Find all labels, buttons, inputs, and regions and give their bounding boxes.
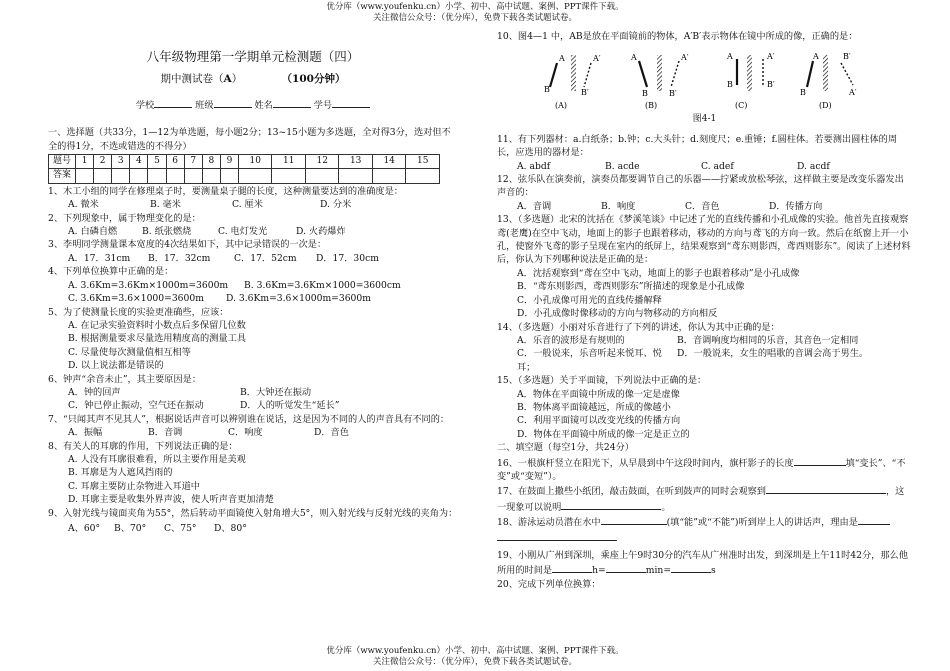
caption-c: (C) xyxy=(735,101,748,111)
option-c[interactable]: C. 3.6Km=3.6×1000=3600m xyxy=(68,293,204,305)
question-number-cell: 10 xyxy=(238,155,271,169)
label-b: B xyxy=(800,88,806,98)
name-label: 姓名 xyxy=(254,99,273,111)
option-d[interactable]: D. 分米 xyxy=(320,199,352,211)
header-line-1: 优分库（www.youfenku.cn）小学、初中、高中试题、案例、PPT课件下载。 xyxy=(326,2,624,12)
q19-text-d: s xyxy=(711,565,716,577)
q17-blank-1[interactable] xyxy=(766,483,886,494)
label-a-prime: A′ xyxy=(849,88,857,98)
option-c[interactable]: C．钟已停止振动，空气还在振动 xyxy=(68,400,204,412)
question-text: 3、李明同学测量课本宽度的4次结果如下，其中记录错误的一次是： xyxy=(48,239,327,251)
image-ab xyxy=(584,63,591,87)
diagram-c[interactable] xyxy=(726,52,775,110)
option-d[interactable]: D．17．30cm xyxy=(316,252,379,264)
option-c[interactable]: C．小孔成像可用光的直线传播解释 xyxy=(517,294,662,306)
question-number-cell: 15 xyxy=(406,155,440,169)
id-blank[interactable] xyxy=(332,97,370,108)
header-line-2: 关注微信公众号：（优分库），免费下载各类试题试卷。 xyxy=(372,13,577,23)
option-a[interactable]: A. 白磷自燃 xyxy=(68,226,118,238)
page-footer xyxy=(0,646,950,668)
option-c[interactable]: C. 尽量使每次测量值相互相等 xyxy=(68,346,191,358)
question-number-cell: 14 xyxy=(372,155,405,169)
answer-table-number-row xyxy=(49,155,440,169)
question-number-cell: 7 xyxy=(184,155,202,169)
question-text: 11、有下列器材：a.白纸条；b.钟；c.大头针；d.刻度尺；e.重锤；f.圆柱体。若要测出圆柱体的周长，应选用的器材是： xyxy=(497,133,898,159)
name-blank[interactable] xyxy=(273,97,311,108)
question-2 xyxy=(48,212,458,239)
question-number-cell: 13 xyxy=(339,155,372,169)
image-ab xyxy=(841,63,853,85)
q17-blank-2[interactable] xyxy=(561,499,661,510)
q18-blank-1[interactable] xyxy=(601,514,667,525)
label-b: B xyxy=(727,80,733,90)
subtitle-part-a: 期中测试卷（ xyxy=(160,73,224,86)
question-6 xyxy=(48,373,458,413)
option-a[interactable]: A．17．31cm xyxy=(68,252,131,264)
option-b[interactable]: B．音调 xyxy=(148,427,183,439)
option-a[interactable]: A．钟的回声 xyxy=(68,386,121,398)
subtitle-part-c: ） xyxy=(231,73,243,86)
exam-title: 八年级物理第一学期单元检测题（四） xyxy=(146,49,360,64)
answer-cell[interactable] xyxy=(238,169,271,183)
option-b[interactable]: B．音调响度均相同的乐音，其音色一定相同 xyxy=(677,334,859,346)
answer-cell[interactable] xyxy=(272,169,305,183)
left-column xyxy=(48,30,458,535)
option-b[interactable]: B. 根据测量要求尽量选用精度高的测量工具 xyxy=(68,333,246,345)
question-16 xyxy=(497,455,912,484)
answer-cell[interactable] xyxy=(94,169,112,183)
label-a-prime: A′ xyxy=(767,52,775,62)
answer-cell[interactable] xyxy=(202,169,220,183)
q19-text-a: 19、小刚从广州到深圳，乘座上午9时30分的汽车从广州准时出发，到深圳是上午11时42分，那么他所用的时间是 xyxy=(497,550,908,577)
question-text: 15、（多选题）关于平面镜，下列说法中正确的是： xyxy=(497,375,707,387)
answer-cell[interactable] xyxy=(166,169,184,183)
mirror xyxy=(571,55,576,91)
question-text: 12、弦乐队在演奏前，演奏员都要调节自己的乐器——拧紧或放松琴弦，这样做主要是改变乐器发出声音的： xyxy=(497,174,904,199)
label-b: B xyxy=(544,85,550,95)
question-number-cell: 2 xyxy=(94,155,112,169)
question-number-cell: 9 xyxy=(220,155,238,169)
question-text: 5、为了使测量长度的实验更准确些，应该： xyxy=(48,306,229,318)
question-4 xyxy=(48,265,458,305)
caption-b: (B) xyxy=(645,101,658,111)
question-number-cell: 1 xyxy=(76,155,94,169)
question-8 xyxy=(48,440,458,507)
answer-cell[interactable] xyxy=(220,169,238,183)
question-text: 4、下列单位换算中正确的是： xyxy=(48,266,174,278)
question-text: 14、（多选题）小丽对乐音进行了下列的讲述，你认为其中正确的是： xyxy=(497,321,780,333)
option-b[interactable]: B．物体离平面镜越远，所成的像越小 xyxy=(517,401,671,413)
q17-text-b: ，这一现象可以说明 xyxy=(497,486,905,513)
q17-text-c: 。 xyxy=(661,501,671,513)
option-b[interactable]: B．大钟还在振动 xyxy=(240,386,312,398)
option-d[interactable]: D．一般说来，女生的唱歌的音调会高于男生。 xyxy=(677,348,869,360)
option-c[interactable]: C. 厘米 xyxy=(232,199,263,211)
option-a[interactable]: A．音调 xyxy=(517,200,552,212)
option-c[interactable]: C. 耳廓主要防止杂物进入耳道中 xyxy=(68,480,200,492)
right-column xyxy=(497,30,912,591)
option-d[interactable]: D．音色 xyxy=(314,427,349,439)
q17-text-a: 17、在鼓面上撒些小纸团，敲击鼓面，在听到鼓声的同时会观察到 xyxy=(497,486,766,498)
question-number-cell: 4 xyxy=(130,155,148,169)
mirror xyxy=(657,55,662,91)
footer-line-1: 优分库（www.youfenku.cn）小学、初中、高中试题、案例、PPT课件下载。 xyxy=(326,646,624,656)
option-d[interactable]: D．人的听觉发生“延长” xyxy=(240,400,340,412)
q19-blank-3[interactable] xyxy=(671,562,711,573)
answer-table-row-label: 答案 xyxy=(49,169,76,183)
q19-blank-1[interactable] xyxy=(552,562,592,573)
caption-a: (A) xyxy=(555,101,568,111)
subtitle-version: A xyxy=(223,73,232,86)
q18-text-a: 18、游泳运动员潜在水中 xyxy=(497,517,601,529)
option-c[interactable]: C．音色 xyxy=(685,200,720,212)
answer-cell[interactable] xyxy=(148,169,166,183)
q19-blank-2[interactable] xyxy=(606,562,646,573)
exam-subtitle xyxy=(48,73,458,86)
answer-cell[interactable] xyxy=(76,169,94,183)
option-d[interactable]: D．传播方向 xyxy=(769,200,823,212)
question-number-cell: 11 xyxy=(272,155,305,169)
label-a: A xyxy=(727,52,733,62)
question-text: 2、下列现象中，属于物理变化的是： xyxy=(48,212,201,224)
image-ab xyxy=(671,61,679,87)
question-text: 6、钟声“余音未止”，其主要原因是： xyxy=(48,373,202,385)
q18-blank-2[interactable] xyxy=(858,514,890,525)
option-d[interactable]: D. 火药爆炸 xyxy=(296,226,346,238)
footer-line-2: 关注微信公众号：（优分库），免费下载各类试题试卷。 xyxy=(372,657,577,667)
option-c[interactable]: C．利用平面镜可以改变光线的传播方向 xyxy=(517,415,681,427)
question-text: 13、（多选题）北宋的沈括在《梦溪笔谈》中记述了光的直线传播和小孔成像的实验。他首先直接观察鸢(老鹰)在空中飞动，地面上的影子也跟着移动，移动的方向与鸢飞的方向一致。然后在纸窗上开一小孔，使窗外飞鸢的影子呈现在室内的纸屏上，结果观察到“鸢东则影西，鸢西则影东”。阅读了上述材料后，你认为下列哪种说法是正确的是： xyxy=(497,214,911,266)
option-b[interactable]: B. 3.6Km=3.6Km×1000=3600cm xyxy=(244,279,401,291)
id-label: 学号 xyxy=(313,99,333,111)
label-b-prime: B′ xyxy=(843,52,851,62)
answer-cell[interactable] xyxy=(184,169,202,183)
option-d[interactable]: D、80° xyxy=(214,523,247,534)
option-d[interactable]: D. 3.6Km=3.6×1000m=3600m xyxy=(226,293,371,305)
question-19 xyxy=(497,549,912,578)
question-text: 1、木工小组的同学在修理桌子时，要测量桌子腿的长度，这种测量要达到的准确度是： xyxy=(48,185,403,197)
option-b[interactable]: B. 毫米 xyxy=(150,199,181,211)
option-b[interactable]: B．响度 xyxy=(601,200,636,212)
option-d[interactable]: D．物体在平面镜中所成的像一定是正立的 xyxy=(517,428,690,440)
page-header xyxy=(0,2,950,24)
answer-table-answer-row xyxy=(49,169,440,183)
mirror xyxy=(747,55,752,91)
option-c[interactable]: C、75° xyxy=(164,523,197,534)
object-ab xyxy=(807,61,813,87)
question-15 xyxy=(497,374,912,441)
label-a-prime: A′ xyxy=(681,53,689,63)
answer-cell[interactable] xyxy=(406,169,440,183)
question-number-cell: 6 xyxy=(166,155,184,169)
option-c[interactable]: C. adef xyxy=(701,160,734,172)
question-3 xyxy=(48,238,458,265)
question-number-cell: 12 xyxy=(305,155,338,169)
student-info xyxy=(48,97,458,112)
option-a[interactable]: A、60° xyxy=(68,523,101,534)
option-c[interactable]: C. 电灯发光 xyxy=(218,226,268,238)
option-d[interactable]: D. 以上说法都是错误的 xyxy=(68,360,164,372)
object-ab xyxy=(550,63,557,87)
class-label: 班级 xyxy=(195,99,214,111)
question-1 xyxy=(48,185,458,212)
q19-text-b: h= xyxy=(592,565,606,577)
subtitle-duration: （100分钟） xyxy=(281,73,346,86)
figure-caption: 图4-1 xyxy=(692,114,717,125)
option-c[interactable]: C．响度 xyxy=(228,427,263,439)
answer-cell[interactable] xyxy=(112,169,130,183)
option-a[interactable]: A. abdf xyxy=(517,160,551,172)
option-b[interactable]: B. 耳廓是为人遮风挡雨的 xyxy=(68,467,173,479)
answer-table-row-label: 题号 xyxy=(49,155,76,169)
question-20: 20、完成下列单位换算： xyxy=(497,578,601,590)
option-b[interactable]: B．“鸢东则影西，鸢西则影东”所描述的现象是小孔成像 xyxy=(517,281,745,293)
label-a: A xyxy=(559,54,565,64)
answer-cell[interactable] xyxy=(130,169,148,183)
option-d[interactable]: D．小孔成像时像移动的方向与物移动的方向相反 xyxy=(517,308,718,320)
question-10 xyxy=(497,30,912,127)
question-14 xyxy=(497,321,912,375)
figure-4-1 xyxy=(497,45,912,111)
answer-cell[interactable] xyxy=(305,169,338,183)
option-d[interactable]: D. 耳廓主要是收集外界声波，使人听声音更加清楚 xyxy=(68,494,274,506)
q18-blank-3[interactable] xyxy=(497,530,617,541)
option-b[interactable]: B、70° xyxy=(114,523,147,534)
answer-table xyxy=(48,154,440,184)
section-2-heading: 二、填空题（每空1分，共24分） xyxy=(497,442,634,454)
mirror xyxy=(823,55,828,91)
q18-text-b: (填“能”或“不能”)听到岸上人的讲话声，理由是 xyxy=(666,517,858,529)
option-a[interactable]: A．物体在平面镜中所成的像一定是虚像 xyxy=(517,388,680,400)
q16-blank[interactable] xyxy=(794,455,846,466)
caption-d: (D) xyxy=(819,101,832,111)
question-5 xyxy=(48,306,458,373)
option-c[interactable]: C．17．52cm xyxy=(234,252,297,264)
question-13 xyxy=(497,213,912,320)
label-a: A xyxy=(813,52,819,62)
object-ab xyxy=(639,61,647,87)
q19-text-c: min= xyxy=(645,565,672,577)
question-7 xyxy=(48,413,458,440)
option-a[interactable]: A. 微米 xyxy=(68,199,99,211)
question-text: 8、有关人的耳廓的作用，下列说法正确的是： xyxy=(48,440,238,452)
question-11 xyxy=(497,133,912,173)
option-a[interactable]: A．乐音的波形是有规则的 xyxy=(517,334,625,346)
question-17 xyxy=(497,483,912,514)
question-18 xyxy=(497,514,912,545)
option-b[interactable]: B. 纸张燃烧 xyxy=(142,226,192,238)
school-label: 学校 xyxy=(135,99,155,111)
question-text: 7、“只闻其声不见其人”，根据说话声音可以辨别谁在说话，这是因为不同的人的声音具有不同的： xyxy=(48,413,450,425)
diagram-d[interactable] xyxy=(800,52,857,110)
option-a[interactable]: A. 在记录实验资料时小数点后多保留几位数 xyxy=(68,319,246,331)
option-b[interactable]: B．17．32cm xyxy=(148,252,211,264)
question-number-cell: 5 xyxy=(148,155,166,169)
section-1-heading: 一、选择题（共33分，1—12为单选题，每小题2分；13~15小题为多选题，全对得3分，选对但不全的得1分，不选或错选的不得分） xyxy=(48,127,451,152)
option-b[interactable]: B. acde xyxy=(605,160,640,172)
option-d[interactable]: D. acdf xyxy=(797,160,830,172)
diagram-a[interactable] xyxy=(544,54,601,110)
label-a-prime: A′ xyxy=(593,54,601,64)
class-blank[interactable] xyxy=(214,97,252,108)
school-blank[interactable] xyxy=(154,97,192,108)
label-a: A xyxy=(631,53,637,63)
option-c[interactable]: C．一般说来，乐音听起来悦耳、悦耳； xyxy=(517,348,662,373)
question-9 xyxy=(48,507,458,536)
label-b-prime: B′ xyxy=(767,80,775,90)
answer-cell[interactable] xyxy=(372,169,405,183)
diagram-b[interactable] xyxy=(630,53,689,110)
option-a[interactable]: A. 人没有耳廓很难看，所以主要作用是美观 xyxy=(68,453,246,465)
label-b-prime: B′ xyxy=(581,88,589,98)
q16-text-a: 16、一根旗杆竖立在阳光下，从早晨到中午这段时间内，旗杆影子的长度 xyxy=(497,457,794,469)
question-text: 9、入射光线与镜面夹角为55°，然后转动平面镜使入射角增大5°，则入射光线与反射光线的夹角为： xyxy=(48,507,458,519)
question-text: 10、图4—1 中，AB是放在平面镜前的物体，A′B′表示物体在镜中所成的像，正确的是： xyxy=(497,31,858,42)
answer-cell[interactable] xyxy=(339,169,372,183)
question-number-cell: 8 xyxy=(202,155,220,169)
option-a[interactable]: A．沈括观察到“鸢在空中飞动，地面上的影子也跟着移动”是小孔成像 xyxy=(517,267,800,279)
label-b: B xyxy=(642,89,648,99)
label-b-prime: B′ xyxy=(669,89,677,99)
question-12 xyxy=(497,173,912,213)
question-number-cell: 3 xyxy=(112,155,130,169)
option-a[interactable]: A．振幅 xyxy=(68,427,103,439)
mirror-diagrams xyxy=(497,45,912,111)
q16-text-b: 填“变长”、“不变”或“变短”）。 xyxy=(497,457,906,482)
option-a[interactable]: A. 3.6Km=3.6Km×1000m=3600m xyxy=(68,279,229,291)
